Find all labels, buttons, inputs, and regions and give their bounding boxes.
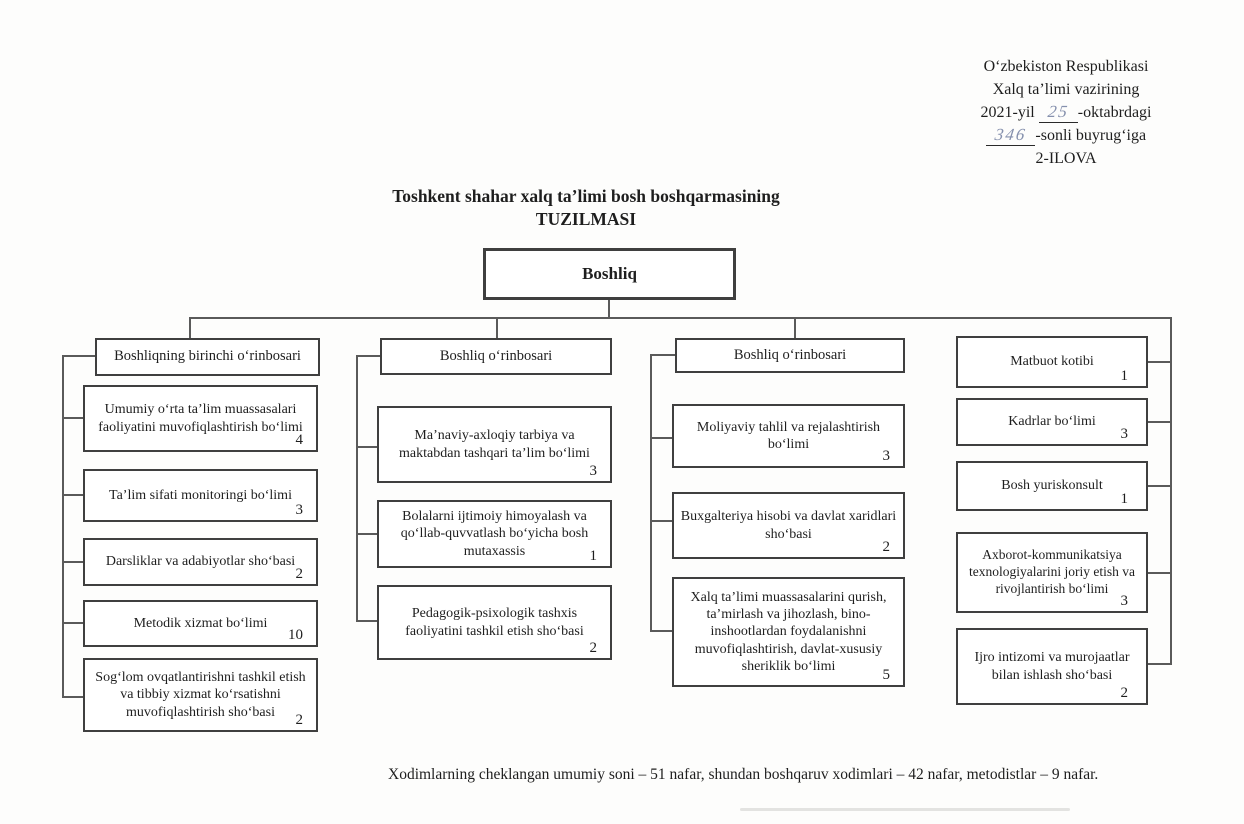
- org-box-deputy-3: [675, 338, 905, 373]
- staff-count: 2: [295, 712, 303, 728]
- connector-line: [62, 355, 95, 357]
- staff-count: 2: [1120, 685, 1128, 701]
- staff-count: 2: [882, 539, 890, 555]
- handwritten-date-field: [1039, 103, 1078, 123]
- connector-line: [62, 622, 83, 624]
- staff-count: 3: [1120, 593, 1128, 609]
- stamp-line-date: 2021-yil 25 -oktabrdagi: [980, 102, 1152, 121]
- org-box-label: Metodik xizmat bo‘limi: [133, 615, 268, 631]
- handwritten-day: 25: [1046, 102, 1071, 121]
- connector-line: [62, 561, 83, 563]
- staff-count: 2: [589, 640, 597, 656]
- staff-count: 3: [295, 502, 303, 518]
- connector-line: [650, 630, 672, 632]
- connector-line: [650, 354, 652, 632]
- org-box-soglom-ovqatlantirish: [83, 658, 318, 732]
- connector-line: [189, 317, 191, 339]
- org-box-label: Ma’naviy-axloqiy tarbiya va maktabdan tashqari ta’lim bo‘limi: [399, 428, 590, 461]
- org-box-darsliklar: [83, 538, 318, 586]
- page-title-line2: TUZILMASI: [535, 209, 637, 229]
- org-box-label: Buxgalteriya hisobi va davlat xaridlari sho‘basi: [680, 509, 897, 542]
- connector-line: [608, 300, 610, 318]
- staff-count: 4: [295, 432, 303, 448]
- connector-line: [62, 355, 64, 698]
- org-box-bolalarni-himoyalash: [377, 500, 612, 568]
- org-box-root-label: Boshliq: [582, 264, 637, 284]
- org-box-label: Umumiy o‘rta ta’lim muassasalari faoliyatini muvofiqlashtirish bo‘limi: [98, 402, 303, 435]
- org-box-manaviy-axloqiy: [377, 406, 612, 483]
- org-box-label: Darsliklar va adabiyotlar sho‘basi: [105, 554, 296, 570]
- org-box-moliyaviy-tahlil: [672, 404, 905, 468]
- connector-line: [1148, 421, 1170, 423]
- org-box-pedagogik-psixologik: [377, 585, 612, 660]
- org-box-ijro-intizomi: [956, 628, 1148, 705]
- scan-artifact: [740, 808, 1070, 811]
- org-box-deputy-first: [95, 338, 320, 376]
- page-title-line1: Toshkent shahar xalq ta’limi bosh boshqarmasining: [392, 186, 780, 206]
- connector-line: [650, 437, 672, 439]
- org-box-label: Xalq ta’limi muassasalarini qurish, ta’mirlash va jihozlash, bino-inshootlardan foydalanishni muvofiqlashtirish, davlat-xususiy sheriklik bo‘limi: [690, 589, 887, 675]
- org-box-label: Ta’lim sifati monitoringi bo‘limi: [109, 487, 292, 503]
- connector-line: [1148, 485, 1170, 487]
- org-box-metodik-xizmat: [83, 600, 318, 647]
- org-box-umumiy-orta-talim: [83, 385, 318, 452]
- org-box-label: Boshliq o‘rinbosari: [733, 346, 847, 363]
- org-box-root: [483, 248, 736, 300]
- org-box-deputy-2: [380, 338, 612, 375]
- org-box-buxgalteriya: [672, 492, 905, 559]
- org-box-axborot-kommunikatsiya: [956, 532, 1148, 613]
- stamp-line-country: O‘zbekiston Respublikasi: [983, 58, 1149, 75]
- org-box-label: Moliyaviy tahlil va rejalashtirish bo‘limi: [696, 419, 881, 452]
- stamp-line-ministry: Xalq ta’limi vazirining: [992, 81, 1140, 98]
- staff-count: 1: [1120, 491, 1128, 507]
- staff-count: 2: [295, 566, 303, 582]
- approval-stamp: [935, 55, 1197, 170]
- connector-line: [1148, 572, 1170, 574]
- connector-line: [356, 355, 380, 357]
- staff-count: 1: [1120, 368, 1128, 384]
- org-box-label: Axborot-kommunikatsiya texnologiyalarini joriy etish va rivojlantirish bo‘limi: [968, 547, 1136, 596]
- staff-count: 1: [589, 548, 597, 564]
- staff-count: 5: [882, 667, 890, 683]
- stamp-line-order-number: 346 -sonli buyrug‘iga: [935, 124, 1197, 147]
- org-box-label: Bosh yuriskonsult: [1001, 478, 1103, 494]
- org-box-label: Ijro intizomi va murojaatlar bilan ishlash sho‘basi: [974, 650, 1130, 683]
- handwritten-number-field: [986, 126, 1036, 146]
- handwritten-order-number: 346: [993, 125, 1028, 144]
- connector-line: [1170, 317, 1172, 665]
- org-box-bosh-yuriskonsult: [956, 461, 1148, 511]
- org-box-label: Matbuot kotibi: [1010, 354, 1094, 370]
- page-title: [236, 185, 936, 231]
- connector-line: [190, 317, 1172, 319]
- staff-count: 3: [589, 463, 597, 479]
- org-box-label: Kadrlar bo‘limi: [1008, 414, 1096, 430]
- staff-count: 3: [882, 448, 890, 464]
- staff-count: 10: [288, 627, 303, 643]
- org-box-label: Pedagogik-psixologik tashxis faoliyatini tashkil etish sho‘basi: [405, 606, 584, 639]
- org-box-matbuot-kotibi: [956, 336, 1148, 388]
- connector-line: [650, 520, 672, 522]
- org-box-label: Bolalarni ijtimoiy himoyalash va qo‘llab-quvvatlash bo‘yicha bosh mutaxassis: [400, 508, 589, 559]
- connector-line: [1148, 361, 1170, 363]
- org-box-qurish-tamirlash: [672, 577, 905, 687]
- connector-line: [356, 533, 377, 535]
- connector-line: [794, 317, 796, 339]
- org-box-label: Boshliq o‘rinbosari: [439, 347, 553, 364]
- connector-line: [1148, 663, 1170, 665]
- connector-line: [356, 355, 358, 622]
- staff-count: 3: [1120, 426, 1128, 442]
- connector-line: [62, 696, 83, 698]
- org-box-label: Sog‘lom ovqatlantirishni tashkil etish va tibbiy xizmat ko‘rsatishni muvofiqlashtirish sho‘basi: [95, 669, 306, 720]
- connector-line: [62, 494, 83, 496]
- connector-line: [356, 446, 377, 448]
- stamp-line-annex: 2-ILOVA: [1035, 150, 1097, 167]
- connector-line: [62, 417, 83, 419]
- org-box-label: Boshliqning birinchi o‘rinbosari: [114, 348, 301, 365]
- footer-note: Xodimlarning cheklangan umumiy soni – 51 nafar, shundan boshqaruv xodimlari – 42 nafar, metodistlar – 9 nafar.: [388, 766, 1099, 783]
- connector-line: [356, 620, 377, 622]
- connector-line: [650, 354, 675, 356]
- org-box-kadrlar: [956, 398, 1148, 446]
- connector-line: [496, 317, 498, 339]
- org-box-talim-sifati: [83, 469, 318, 522]
